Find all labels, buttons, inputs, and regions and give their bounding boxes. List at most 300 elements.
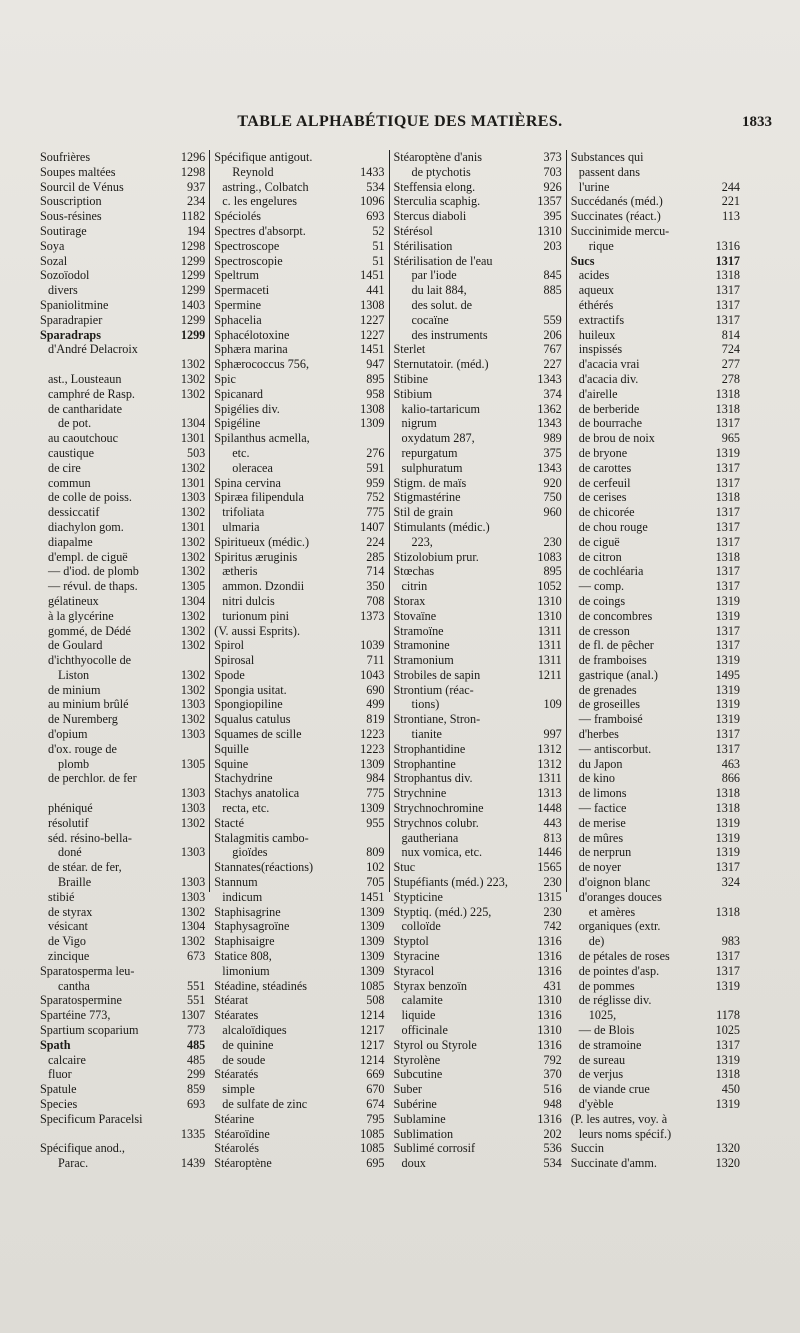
entry-term: de bourrache bbox=[578, 416, 643, 431]
entry-page-ref: 1308 bbox=[360, 297, 385, 312]
entry-term: Stibine bbox=[393, 371, 429, 386]
index-entry bbox=[214, 890, 384, 905]
entry-term: Spermine bbox=[214, 297, 261, 312]
entry-term: leurs noms spécif.) bbox=[578, 1126, 672, 1141]
entry-term: Spiritus æruginis bbox=[214, 549, 298, 564]
entry-term: Strychnos colubr. bbox=[393, 815, 479, 830]
entry-term: Species bbox=[40, 1097, 78, 1111]
entry-page-ref bbox=[738, 150, 740, 165]
entry-page-ref: 1302 bbox=[180, 904, 206, 919]
entry-term: Spartium scoparium bbox=[40, 1023, 139, 1038]
entry-page-ref: 299 bbox=[186, 1067, 206, 1082]
entry-term: Soufrières bbox=[40, 150, 91, 164]
entry-term: de coings bbox=[578, 593, 626, 608]
entry-term: Stérésol bbox=[393, 223, 433, 238]
entry-page-ref: 1317 bbox=[715, 505, 740, 520]
entry-term: de limons bbox=[578, 786, 627, 801]
entry-term: de cire bbox=[48, 460, 81, 475]
index-entry bbox=[571, 254, 740, 269]
index-entry bbox=[571, 964, 740, 979]
entry-page-ref: 1335 bbox=[180, 1126, 206, 1141]
entry-page-ref: 51 bbox=[372, 253, 385, 268]
entry-page-ref: 1305 bbox=[180, 756, 206, 771]
entry-page-ref: 1448 bbox=[537, 801, 562, 816]
index-columns bbox=[36, 150, 744, 1171]
entry-term: de) bbox=[588, 934, 605, 949]
entry-term: séd. résino-bella- bbox=[48, 830, 132, 845]
entry-term: Spirol bbox=[214, 638, 245, 653]
entry-page-ref: 534 bbox=[543, 1156, 562, 1171]
index-entry bbox=[394, 490, 562, 505]
entry-page-ref: 948 bbox=[543, 1097, 562, 1111]
index-entry bbox=[394, 831, 562, 846]
entry-term: Styptol bbox=[393, 934, 429, 949]
entry-page-ref: 1085 bbox=[360, 978, 385, 993]
index-entry bbox=[40, 1008, 205, 1023]
index-entry bbox=[40, 224, 205, 239]
entry-term: Stœchas bbox=[393, 564, 435, 579]
index-entry bbox=[40, 1156, 205, 1171]
entry-term: Succinimide mercu- bbox=[570, 223, 670, 238]
entry-page-ref: 1318 bbox=[715, 549, 740, 564]
index-entry bbox=[40, 668, 205, 683]
index-entry bbox=[214, 165, 384, 180]
index-entry bbox=[394, 224, 562, 239]
entry-page-ref: 463 bbox=[721, 756, 740, 771]
index-entry bbox=[571, 653, 740, 668]
entry-page-ref: 1319 bbox=[715, 845, 740, 860]
entry-term: Spic bbox=[214, 371, 236, 386]
index-entry bbox=[394, 564, 562, 579]
index-entry bbox=[214, 919, 384, 934]
index-entry bbox=[571, 342, 740, 357]
entry-page-ref bbox=[738, 224, 740, 239]
entry-term: Squames de scille bbox=[214, 727, 302, 742]
entry-page-ref: 202 bbox=[543, 1126, 562, 1141]
entry-term: doux bbox=[401, 1156, 426, 1171]
index-entry bbox=[571, 742, 740, 757]
entry-page-ref: 1298 bbox=[180, 238, 206, 253]
entry-term: d'acacia vrai bbox=[578, 357, 640, 372]
entry-term: Styrol ou Styrole bbox=[393, 1037, 477, 1052]
entry-page-ref: 1304 bbox=[180, 593, 206, 608]
entry-page-ref: 1303 bbox=[180, 697, 206, 712]
index-entry bbox=[394, 1008, 562, 1023]
index-entry bbox=[40, 579, 205, 594]
index-entry bbox=[394, 1156, 562, 1171]
index-entry bbox=[394, 476, 562, 491]
index-entry bbox=[40, 194, 205, 209]
entry-page-ref: 1217 bbox=[360, 1037, 385, 1052]
index-entry bbox=[394, 786, 562, 801]
index-entry bbox=[214, 372, 384, 387]
index-entry bbox=[214, 520, 384, 535]
entry-page-ref: 1319 bbox=[715, 445, 740, 460]
entry-page-ref: 1315 bbox=[537, 889, 562, 904]
entry-term: de citron bbox=[578, 549, 622, 564]
entry-page-ref: 1302 bbox=[180, 712, 206, 727]
entry-term: sulphuratum bbox=[401, 460, 463, 475]
index-entry bbox=[571, 786, 740, 801]
entry-page-ref: 983 bbox=[721, 934, 740, 949]
index-entry bbox=[571, 875, 740, 890]
entry-page-ref: 206 bbox=[543, 327, 562, 342]
index-entry bbox=[40, 727, 205, 742]
entry-page-ref: 1302 bbox=[180, 357, 206, 372]
index-entry bbox=[571, 993, 740, 1008]
index-entry bbox=[394, 949, 562, 964]
entry-term: Staphisaigre bbox=[214, 934, 275, 949]
entry-term: Spigéline bbox=[214, 416, 261, 431]
entry-page-ref: 1439 bbox=[180, 1156, 206, 1171]
entry-page-ref: 1319 bbox=[715, 682, 740, 697]
index-entry bbox=[571, 165, 740, 180]
entry-term: Liston bbox=[58, 667, 90, 682]
entry-page-ref: 1310 bbox=[537, 993, 562, 1008]
entry-page-ref: 1052 bbox=[537, 579, 562, 594]
index-entry bbox=[40, 771, 205, 786]
entry-term: gélatineux bbox=[48, 593, 99, 608]
index-entry bbox=[40, 239, 205, 254]
entry-term: Spongiopiline bbox=[214, 697, 283, 712]
entry-page-ref: 1309 bbox=[360, 963, 385, 978]
index-entry bbox=[214, 342, 384, 357]
entry-term: de cantharidate bbox=[48, 401, 123, 416]
index-entry bbox=[40, 1127, 205, 1142]
entry-term: officinale bbox=[401, 1023, 448, 1038]
entry-page-ref: 1043 bbox=[360, 667, 385, 682]
entry-page-ref bbox=[383, 831, 385, 846]
entry-page-ref: 1318 bbox=[715, 786, 740, 801]
entry-term: Strophantine bbox=[393, 756, 456, 771]
entry-page-ref: 1319 bbox=[715, 815, 740, 830]
index-entry bbox=[571, 816, 740, 831]
entry-page-ref: 1302 bbox=[180, 815, 206, 830]
index-entry bbox=[394, 165, 562, 180]
entry-term: d'ox. rouge de bbox=[48, 741, 117, 756]
entry-term: Sublimation bbox=[393, 1126, 454, 1141]
entry-term: Squalus catulus bbox=[214, 712, 291, 727]
entry-page-ref bbox=[203, 831, 205, 846]
index-entry bbox=[571, 313, 740, 328]
entry-term: Sphacelia bbox=[214, 312, 262, 327]
index-entry bbox=[214, 742, 384, 757]
entry-page-ref: 1317 bbox=[715, 638, 740, 653]
entry-term: Spigélies div. bbox=[214, 401, 280, 416]
index-entry bbox=[214, 387, 384, 402]
entry-term: par l'iode bbox=[411, 268, 457, 283]
entry-page-ref bbox=[203, 860, 205, 875]
entry-page-ref: 1302 bbox=[180, 623, 206, 638]
entry-term: Stercus diaboli bbox=[393, 209, 467, 224]
entry-term: Staphysagroïne bbox=[214, 919, 290, 934]
index-entry bbox=[40, 535, 205, 550]
entry-term: — de Blois bbox=[578, 1023, 635, 1038]
entry-term: aqueux bbox=[578, 283, 614, 298]
entry-page-ref: 1311 bbox=[537, 653, 562, 668]
index-entry bbox=[214, 550, 384, 565]
index-entry bbox=[214, 1067, 384, 1082]
index-entry bbox=[40, 1053, 205, 1068]
index-entry bbox=[214, 638, 384, 653]
index-entry bbox=[394, 579, 562, 594]
entry-term: de concombres bbox=[578, 608, 653, 623]
entry-page-ref: 1304 bbox=[180, 919, 206, 934]
index-entry bbox=[571, 461, 740, 476]
entry-page-ref: 767 bbox=[543, 342, 562, 357]
entry-page-ref: 551 bbox=[186, 993, 206, 1008]
entry-page-ref: 674 bbox=[366, 1097, 385, 1111]
entry-term: Squille bbox=[214, 741, 249, 756]
index-entry bbox=[394, 668, 562, 683]
entry-page-ref: 285 bbox=[366, 549, 385, 564]
index-entry bbox=[394, 609, 562, 624]
index-entry bbox=[571, 757, 740, 772]
index-entry bbox=[214, 505, 384, 520]
index-entry bbox=[394, 890, 562, 905]
entry-page-ref: 1317 bbox=[715, 579, 740, 594]
page-title: TABLE ALPHABÉTIQUE DES MATIÈRES. bbox=[237, 113, 563, 130]
index-entry bbox=[40, 919, 205, 934]
entry-page-ref: 1317 bbox=[715, 623, 740, 638]
entry-term: Stramonine bbox=[393, 638, 450, 653]
entry-page-ref: 1316 bbox=[715, 238, 740, 253]
entry-page-ref: 1227 bbox=[360, 327, 385, 342]
index-entry bbox=[40, 801, 205, 816]
entry-page-ref bbox=[203, 742, 205, 757]
entry-term: 1025, bbox=[588, 1008, 617, 1023]
entry-term: de réglisse div. bbox=[578, 993, 652, 1008]
entry-term: extractifs bbox=[578, 312, 625, 327]
entry-term: ast., Lousteaun bbox=[48, 371, 122, 386]
entry-term: Styracol bbox=[393, 963, 435, 978]
index-entry bbox=[571, 268, 740, 283]
entry-page-ref: 1302 bbox=[180, 682, 206, 697]
index-entry bbox=[571, 594, 740, 609]
index-entry bbox=[40, 165, 205, 180]
entry-term: etc. bbox=[232, 445, 250, 460]
index-entry bbox=[214, 1141, 384, 1156]
entry-term: Stannum bbox=[214, 875, 258, 890]
entry-term: Spectres d'absorpt. bbox=[214, 223, 306, 238]
entry-page-ref: 1316 bbox=[537, 949, 562, 964]
index-entry bbox=[571, 505, 740, 520]
entry-term: gioïdes bbox=[232, 845, 268, 860]
entry-term: doné bbox=[58, 845, 82, 860]
entry-term: de minium bbox=[48, 682, 101, 697]
index-entry bbox=[40, 993, 205, 1008]
entry-term: Soupes maltées bbox=[40, 164, 116, 179]
entry-page-ref: 234 bbox=[186, 194, 206, 209]
index-entry bbox=[214, 180, 384, 195]
entry-term: de brou de noix bbox=[578, 431, 655, 446]
index-entry bbox=[571, 224, 740, 239]
entry-page-ref: 1317 bbox=[715, 297, 740, 312]
index-entry bbox=[214, 845, 384, 860]
entry-term: Subérine bbox=[393, 1097, 437, 1111]
entry-term: de chou rouge bbox=[578, 519, 648, 534]
index-entry bbox=[214, 313, 384, 328]
entry-page-ref: 485 bbox=[186, 1037, 206, 1052]
index-entry bbox=[214, 254, 384, 269]
entry-term: de cerfeuil bbox=[578, 475, 631, 490]
index-entry bbox=[214, 1127, 384, 1142]
entry-term: Spiritueux (médic.) bbox=[214, 534, 310, 549]
index-entry bbox=[394, 505, 562, 520]
entry-page-ref: 1211 bbox=[537, 667, 562, 682]
entry-term: de colle de poiss. bbox=[48, 490, 132, 505]
index-entry bbox=[571, 490, 740, 505]
entry-page-ref: 1182 bbox=[181, 209, 206, 224]
entry-term: Sous-résines bbox=[40, 209, 102, 224]
entry-term: Spode bbox=[214, 667, 245, 682]
entry-term: Stéadine, stéadinés bbox=[214, 978, 307, 993]
entry-page-ref: 845 bbox=[543, 268, 562, 283]
index-entry bbox=[571, 194, 740, 209]
index-entry bbox=[571, 535, 740, 550]
index-entry bbox=[394, 1141, 562, 1156]
entry-page-ref: 1317 bbox=[715, 475, 740, 490]
index-entry bbox=[571, 979, 740, 994]
entry-term: Strobiles de sapin bbox=[393, 667, 481, 682]
entry-page-ref: 1302 bbox=[180, 534, 206, 549]
index-entry bbox=[394, 268, 562, 283]
index-entry bbox=[214, 668, 384, 683]
entry-page-ref: 499 bbox=[366, 697, 385, 712]
entry-page-ref: 1317 bbox=[715, 283, 740, 298]
entry-page-ref: 1317 bbox=[715, 253, 740, 268]
entry-page-ref: 1303 bbox=[180, 801, 206, 816]
entry-page-ref: 431 bbox=[543, 978, 562, 993]
entry-page-ref: 1312 bbox=[537, 756, 562, 771]
entry-page-ref: 1301 bbox=[180, 431, 206, 446]
index-entry bbox=[40, 520, 205, 535]
entry-page-ref: 1317 bbox=[715, 312, 740, 327]
index-entry bbox=[40, 313, 205, 328]
index-entry bbox=[394, 905, 562, 920]
entry-page-ref: 1310 bbox=[537, 1023, 562, 1038]
entry-page-ref: 1309 bbox=[360, 801, 385, 816]
entry-term: Spongia usitat. bbox=[214, 682, 287, 697]
entry-page-ref: 1451 bbox=[360, 342, 385, 357]
index-entry bbox=[571, 387, 740, 402]
entry-page-ref: 1343 bbox=[537, 416, 562, 431]
index-column-1 bbox=[36, 150, 209, 1171]
index-entry bbox=[571, 372, 740, 387]
entry-term: Spaniolitmine bbox=[40, 297, 109, 312]
index-entry bbox=[214, 357, 384, 372]
entry-page-ref: 224 bbox=[366, 534, 385, 549]
entry-page-ref: 1316 bbox=[537, 963, 562, 978]
entry-page-ref: 1316 bbox=[537, 1037, 562, 1052]
index-entry bbox=[394, 150, 562, 165]
index-entry bbox=[571, 949, 740, 964]
index-entry bbox=[571, 727, 740, 742]
entry-term: Steffensia elong. bbox=[393, 179, 476, 194]
entry-page-ref: 693 bbox=[366, 209, 385, 224]
entry-page-ref: 1319 bbox=[715, 593, 740, 608]
entry-page-ref: 1318 bbox=[715, 268, 740, 283]
entry-page-ref: 277 bbox=[721, 357, 740, 372]
entry-page-ref bbox=[738, 165, 740, 180]
entry-term: Spicanard bbox=[214, 386, 263, 401]
index-entry bbox=[40, 328, 205, 343]
entry-page-ref: 324 bbox=[721, 875, 740, 890]
entry-term: Spath bbox=[40, 1037, 71, 1052]
entry-page-ref: 1302 bbox=[180, 371, 206, 386]
index-entry bbox=[571, 1023, 740, 1038]
entry-page-ref: 670 bbox=[366, 1082, 385, 1097]
index-entry bbox=[214, 461, 384, 476]
entry-term: Souscription bbox=[40, 194, 102, 209]
entry-term: divers bbox=[48, 283, 78, 298]
index-entry bbox=[40, 786, 205, 801]
index-entry bbox=[571, 180, 740, 195]
entry-term: de soude bbox=[222, 1052, 266, 1067]
entry-term: gastrique (anal.) bbox=[578, 667, 658, 682]
entry-page-ref: 673 bbox=[186, 949, 206, 964]
entry-page-ref: 1319 bbox=[715, 978, 740, 993]
index-entry bbox=[394, 402, 562, 417]
entry-term: — framboisé bbox=[578, 712, 643, 727]
entry-page-ref: 1302 bbox=[180, 386, 206, 401]
entry-term: diapalme bbox=[48, 534, 93, 549]
entry-page-ref: 813 bbox=[543, 830, 562, 845]
entry-term: Sucs bbox=[570, 253, 595, 268]
entry-term: de sulfate de zinc bbox=[222, 1097, 308, 1111]
index-entry bbox=[394, 283, 562, 298]
entry-page-ref: 809 bbox=[366, 845, 385, 860]
index-entry bbox=[40, 372, 205, 387]
entry-page-ref: 1319 bbox=[715, 1097, 740, 1111]
entry-page-ref: 795 bbox=[366, 1111, 385, 1126]
entry-page-ref: 1433 bbox=[360, 164, 385, 179]
entry-page-ref: 1343 bbox=[537, 460, 562, 475]
entry-page-ref bbox=[383, 431, 385, 446]
entry-term: du lait 884, bbox=[411, 283, 467, 298]
index-entry bbox=[214, 831, 384, 846]
index-entry bbox=[394, 328, 562, 343]
entry-term: caustique bbox=[48, 445, 95, 460]
entry-term: de viande crue bbox=[578, 1082, 650, 1097]
entry-page-ref bbox=[203, 402, 205, 417]
entry-page-ref: 1311 bbox=[537, 771, 562, 786]
index-entry bbox=[40, 831, 205, 846]
entry-page-ref: 1096 bbox=[360, 194, 385, 209]
entry-term: Spéciolés bbox=[214, 209, 261, 224]
index-entry bbox=[40, 875, 205, 890]
index-entry bbox=[394, 624, 562, 639]
index-entry bbox=[40, 550, 205, 565]
entry-page-ref: 705 bbox=[366, 875, 385, 890]
entry-page-ref: 965 bbox=[721, 431, 740, 446]
entry-page-ref: 1310 bbox=[537, 608, 562, 623]
entry-term: indicum bbox=[222, 889, 263, 904]
index-entry bbox=[394, 520, 562, 535]
index-entry bbox=[394, 638, 562, 653]
index-entry bbox=[40, 683, 205, 698]
index-entry bbox=[214, 1156, 384, 1171]
index-entry bbox=[571, 564, 740, 579]
entry-page-ref bbox=[738, 1127, 740, 1142]
entry-page-ref: 958 bbox=[366, 386, 385, 401]
index-entry bbox=[571, 609, 740, 624]
index-entry bbox=[571, 520, 740, 535]
index-entry bbox=[394, 683, 562, 698]
entry-page-ref: 375 bbox=[543, 445, 562, 460]
entry-term: — révul. de thaps. bbox=[48, 579, 138, 594]
index-entry bbox=[40, 934, 205, 949]
